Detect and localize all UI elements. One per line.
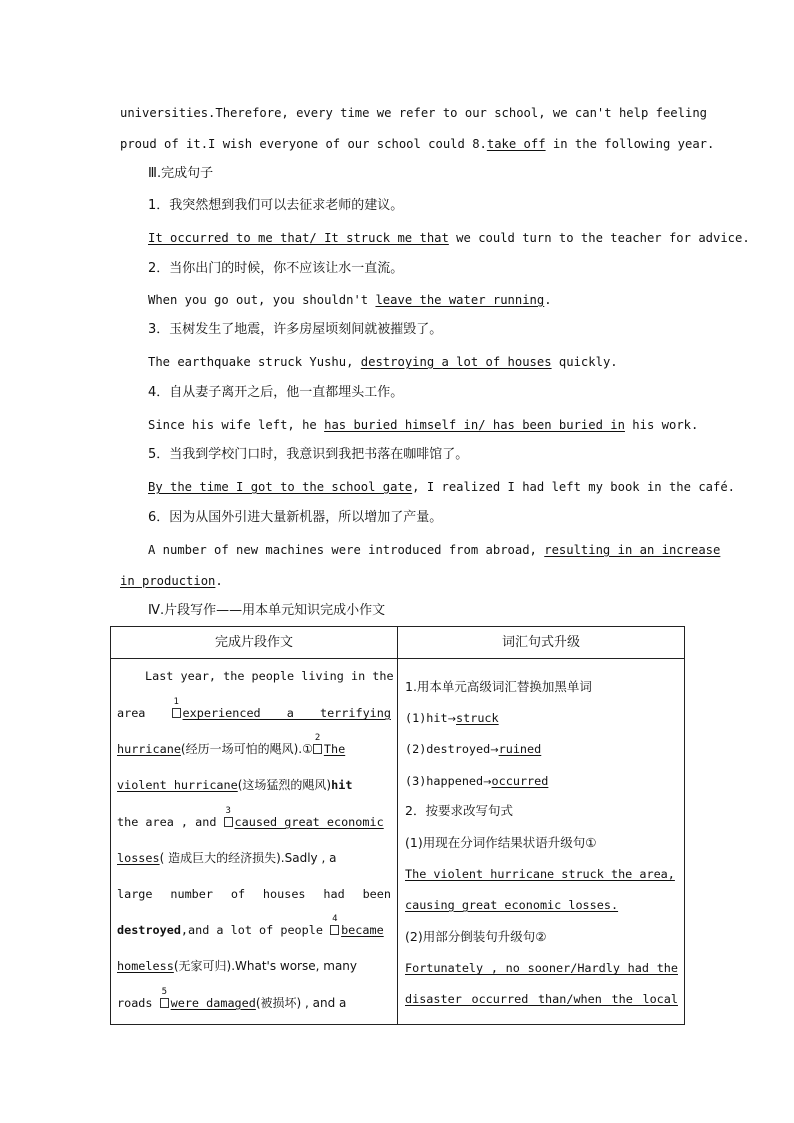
blank-answer: experienced a terrifying: [182, 706, 391, 720]
blank-number: 1: [173, 697, 179, 707]
blank-number: 5: [161, 987, 168, 997]
composition-text: area: [117, 706, 146, 720]
composition-line: large number of houses had been: [117, 887, 391, 901]
upgrade-content: [398, 659, 684, 1024]
answer-blank: resulting in an increase: [544, 543, 721, 557]
composition-line: Last year, the people living in the: [145, 669, 394, 683]
answer-text: When you go out, you shouldn't: [148, 293, 376, 307]
question-3: 3．玉树发生了地震，许多房屋顷刻间就被摧毁了。: [148, 322, 443, 337]
upgrade-heading-2: 2．按要求改写句式: [405, 803, 513, 818]
blank-number: 2: [314, 733, 321, 743]
composition-line: [117, 987, 391, 1011]
composition-content: [111, 659, 397, 1024]
composition-text: roads: [117, 996, 153, 1010]
composition-line: [117, 914, 391, 938]
question-1: 1．我突然想到我们可以去征求老师的建议。: [148, 198, 404, 213]
vocab-answer: struck: [456, 711, 499, 725]
blank-answer: homeless: [117, 959, 174, 973]
blank-number-box: [330, 914, 339, 935]
answer-line-3: [148, 354, 618, 370]
answer-text: Since his wife left, he: [148, 418, 325, 432]
bold-word: hit: [331, 778, 353, 792]
column-header-right: 词汇句式升级: [398, 627, 685, 659]
rewrite-instruction-1: (1)用现在分词作结果状语升级句①: [405, 835, 597, 850]
answer-blank: has buried himself in/ has been buried in: [324, 418, 625, 432]
paragraph-text: proud of it.I wish everyone of our school could 8.: [120, 137, 487, 151]
paragraph-line-2: [120, 136, 714, 152]
answer-line-6-cont: [120, 573, 223, 589]
rewrite-answer-1b: causing great economic losses.: [405, 898, 619, 912]
vocab-answer: occurred: [491, 774, 549, 788]
answer-line-5: [148, 479, 735, 495]
answer-text: , I realized I had left my book in the café.: [412, 480, 736, 494]
answer-blank: By the time I got to the school gate: [148, 480, 413, 494]
composition-line: [117, 777, 391, 793]
vocab-original: (2)destroyed: [405, 742, 491, 756]
answer-text: The earthquake struck Yushu,: [148, 355, 361, 369]
answer-blank: It occurred to me that/ It struck me that: [148, 231, 449, 245]
composition-text: ,and a lot of people: [180, 923, 323, 937]
answer-blank: destroying a lot of houses: [360, 355, 552, 369]
paragraph-text: in the following year.: [545, 137, 715, 151]
answer-text: .: [215, 574, 223, 588]
blank-number-box: [224, 806, 233, 827]
rewrite-answer-2b: disaster occurred than/when the local: [405, 992, 678, 1006]
composition-text: the area , and: [117, 815, 217, 829]
answer-text: his work.: [624, 418, 699, 432]
answer-blank: in production: [120, 574, 216, 588]
arrow-icon: →: [490, 745, 499, 756]
rewrite-instruction-2: (2)用部分倒装句升级句②: [405, 929, 547, 944]
blank-number-box: [160, 987, 169, 1008]
chinese-hint: (这场猛烈的飓风): [237, 778, 332, 792]
composition-line: [117, 733, 391, 757]
paragraph-line-1: [120, 105, 707, 121]
blank-number: 4: [332, 914, 338, 924]
composition-line: [117, 958, 391, 974]
blank-answer: losses: [117, 851, 160, 865]
chinese-hint: (经历一场可怕的飓风).①: [180, 742, 313, 756]
blank-1: [172, 697, 391, 720]
blank-answer: The: [323, 742, 346, 756]
blank-answer: violent hurricane: [117, 778, 238, 792]
writing-table: [110, 626, 685, 1025]
answer-blank-8: take off: [486, 137, 546, 151]
arrow-icon: →: [483, 777, 492, 788]
chinese-hint: (无家可归).What's worse, many: [173, 959, 358, 973]
blank-number-box: [172, 697, 181, 718]
answer-text: A number of new machines were introduced from abroad,: [148, 543, 545, 557]
section-4-title: Ⅳ.片段写作——用本单元知识完成小作文: [148, 603, 386, 618]
answer-line-1: [148, 230, 750, 246]
composition-cell: [111, 659, 398, 1025]
arrow-icon: →: [447, 714, 457, 725]
chinese-hint: (被损坏) , and a: [255, 996, 347, 1010]
question-5: 5．当我到学校门口时，我意识到我把书落在咖啡馆了。: [148, 447, 469, 462]
answer-text: we could turn to the teacher for advice.: [448, 231, 750, 245]
rewrite-answer-2a: Fortunately , no sooner/Hardly had the: [405, 961, 678, 975]
answer-text: quickly.: [551, 355, 618, 369]
blank-answer: became: [341, 923, 384, 937]
question-4: 4．自从妻子离开之后，他一直都埋头工作。: [148, 385, 404, 400]
question-6: 6．因为从国外引进大量新机器，所以增加了产量。: [148, 510, 443, 525]
vocab-item-1: [405, 710, 678, 728]
answer-line-2: [148, 292, 552, 308]
composition-line: [117, 697, 391, 721]
vocab-original: (1)hit: [405, 711, 448, 725]
paragraph-text: universities.Therefore, every time we refer to our school, we can't help feeling: [120, 106, 707, 120]
composition-line: [117, 850, 391, 866]
composition-line: [117, 806, 391, 830]
rewrite-answer-1a: The violent hurricane struck the area,: [405, 867, 675, 881]
answer-line-6: [148, 542, 720, 558]
blank-answer: hurricane: [117, 742, 181, 756]
answer-text: .: [544, 293, 552, 307]
upgrade-cell: [398, 659, 685, 1025]
vocab-item-2: [405, 741, 678, 759]
bold-word: destroyed: [117, 923, 181, 937]
blank-number: 3: [225, 806, 231, 816]
chinese-hint: ( 造成巨大的经济损失).Sadly , a: [159, 851, 337, 865]
vocab-item-3: [405, 773, 678, 791]
question-2: 2．当你出门的时候，你不应该让水一直流。: [148, 261, 404, 276]
column-header-left: 完成片段作文: [111, 627, 398, 659]
blank-number-box: [313, 733, 322, 754]
blank-answer: were damaged: [170, 996, 256, 1010]
vocab-original: (3)happened: [405, 774, 484, 788]
section-3-title: Ⅲ.完成句子: [148, 166, 214, 181]
answer-line-4: [148, 417, 698, 433]
vocab-answer: ruined: [498, 742, 542, 756]
answer-blank: leave the water running: [375, 293, 545, 307]
upgrade-heading-1: 1.用本单元高级词汇替换加黑单词: [405, 679, 592, 694]
blank-answer: caused great economic: [234, 815, 384, 829]
